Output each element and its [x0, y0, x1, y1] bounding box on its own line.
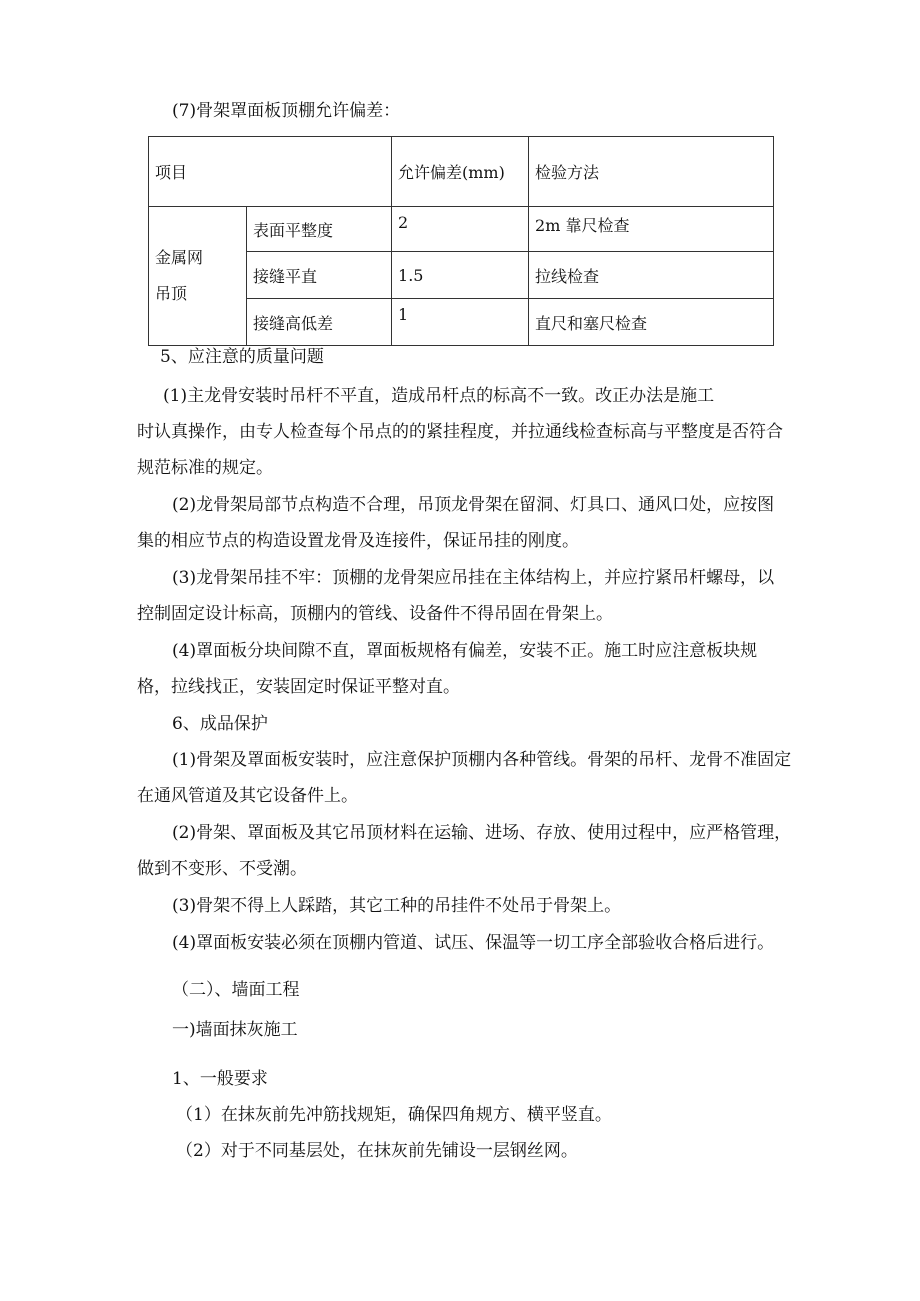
row-method: 直尺和塞尺检查	[529, 299, 774, 346]
quality-p1-line1: (1)主龙骨安装时吊杆不平直，造成吊杆点的标高不一致。改正办法是施工	[163, 386, 715, 406]
wall-item1: （1）在抹灰前先冲筋找规矩，确保四角规方、横平竖直。	[176, 1105, 612, 1125]
quality-p3-line2: 控制固定设计标高，顶棚内的管线、设备件不得吊固在骨架上。	[137, 604, 613, 624]
header-item: 项目	[149, 137, 392, 207]
wall-heading: 1、一般要求	[172, 1069, 268, 1089]
quality-p1-line3: 规范标准的规定。	[137, 458, 273, 478]
table-caption: (7)骨架罩面板顶棚允许偏差：	[172, 101, 401, 121]
protection-p1-line1: (1)骨架及罩面板安装时，应注意保护顶棚内各种管线。骨架的吊杆、龙骨不准固定	[172, 750, 792, 770]
group-label-line2: 吊顶	[155, 284, 188, 303]
tolerance-table	[148, 136, 774, 346]
row-tolerance: 2	[392, 207, 529, 252]
header-method: 检验方法	[529, 137, 774, 207]
row-method: 2m 靠尺检查	[529, 207, 774, 252]
quality-p3-line1: (3)龙骨架吊挂不牢：顶棚的龙骨架应吊挂在主体结构上，并应拧紧吊杆螺母，以	[172, 568, 775, 588]
quality-p2-line1: (2)龙骨架局部节点构造不合理，吊顶龙骨架在留洞、灯具口、通风口处，应按图	[172, 495, 775, 515]
wall-item2: （2）对于不同基层处，在抹灰前先铺设一层钢丝网。	[176, 1141, 578, 1161]
table-header-row	[149, 137, 774, 207]
row-tolerance: 1.5	[392, 252, 529, 299]
row-method: 拉线检查	[529, 252, 774, 299]
protection-p2-line1: (2)骨架、罩面板及其它吊顶材料在运输、进场、存放、使用过程中，应严格管理，	[172, 823, 792, 843]
group-label-line1: 金属网	[155, 248, 204, 267]
quality-p2-line2: 集的相应节点的构造设置龙骨及连接件，保证吊挂的刚度。	[137, 531, 579, 551]
protection-p1-line2: 在通风管道及其它设备件上。	[137, 786, 358, 806]
header-tolerance: 允许偏差(mm)	[392, 137, 529, 207]
row-item: 表面平整度	[247, 207, 392, 252]
wall-subsection-title: 一)墙面抹灰施工	[172, 1020, 298, 1040]
row-item: 接缝平直	[247, 252, 392, 299]
row-tolerance: 1	[392, 299, 529, 346]
quality-heading: 5、应注意的质量问题	[160, 347, 324, 367]
group-label	[149, 207, 247, 346]
row-item: 接缝高低差	[247, 299, 392, 346]
wall-section-title: （二）、墙面工程	[172, 980, 300, 1000]
protection-heading: 6、成品保护	[172, 714, 268, 734]
table-row	[149, 207, 774, 252]
protection-p2-line2: 做到不变形、不受潮。	[137, 859, 307, 879]
protection-p3: (3)骨架不得上人踩踏，其它工种的吊挂件不处吊于骨架上。	[172, 896, 622, 916]
quality-p4-line2: 格，拉线找正，安装固定时保证平整对直。	[137, 677, 460, 697]
protection-p4: (4)罩面板安装必须在顶棚内管道、试压、保温等一切工序全部验收合格后进行。	[172, 933, 775, 953]
quality-p1-line2: 时认真操作，由专人检查每个吊点的的紧挂程度，并拉通线检查标高与平整度是否符合	[137, 422, 783, 442]
quality-p4-line1: (4)罩面板分块间隙不直，罩面板规格有偏差，安装不正。施工时应注意板块规	[172, 641, 758, 661]
